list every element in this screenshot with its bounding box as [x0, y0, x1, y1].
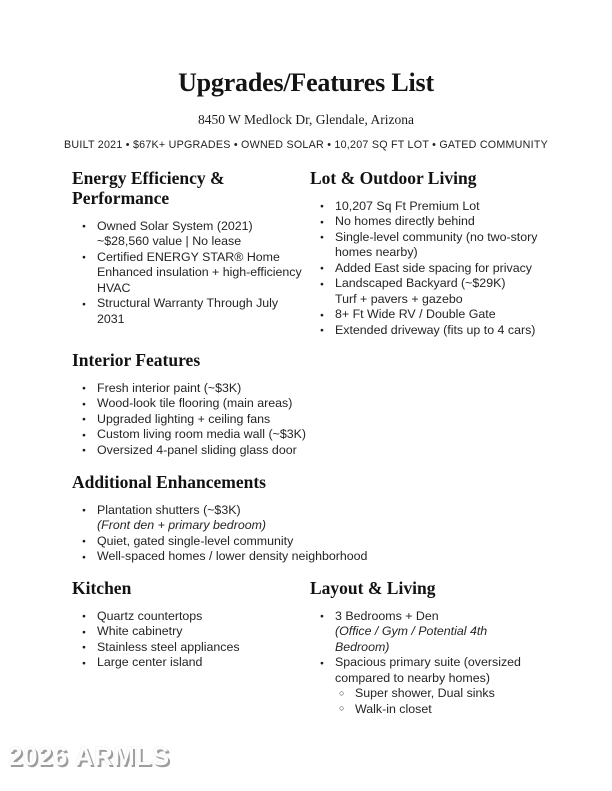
- list-item-line: ● White cabinetry: [97, 624, 183, 638]
- additional-feature-list: [72, 503, 452, 565]
- list-item-line: Turf + pavers + gazebo: [335, 291, 463, 306]
- list-item: [72, 640, 312, 656]
- list-item-line: Enhanced insulation + high-efficiency: [97, 265, 302, 279]
- kitchen-feature-list: [72, 609, 312, 671]
- list-item-line: ● Upgraded lighting + ceiling fans: [97, 411, 271, 426]
- list-item-line: ● 3 Bedrooms + Den: [335, 608, 439, 623]
- section-heading-lot: Lot & Outdoor Living: [310, 168, 477, 188]
- section-heading-kitchen: Kitchen: [72, 578, 132, 598]
- list-item-line: ● Extended driveway (fits up to 4 cars): [335, 322, 536, 337]
- list-item: [310, 261, 580, 277]
- list-item: [72, 443, 372, 459]
- list-item: [72, 624, 312, 640]
- list-item: [72, 396, 372, 412]
- property-address: 8450 W Medlock Dr, Glendale, Arizona: [197, 112, 415, 127]
- list-item-line: ● Added East side spacing for privacy: [335, 260, 532, 275]
- list-item-line: HVAC: [97, 280, 131, 295]
- list-item-line: ● Owned Solar System (2021): [97, 218, 253, 233]
- list-item-line: ● Single-level community (no two-story: [335, 229, 538, 244]
- list-item-line: ● Large center island: [97, 655, 203, 669]
- energy-feature-list: [72, 219, 322, 328]
- list-item: [310, 323, 580, 339]
- section-energy-efficiency: [72, 168, 322, 327]
- list-item-line: ● Quiet, gated single-level community: [97, 533, 294, 548]
- sub-feature-list: [335, 686, 590, 717]
- list-item: [72, 381, 372, 397]
- list-item: [72, 296, 322, 327]
- interior-feature-list: [72, 381, 372, 459]
- list-item: [72, 412, 372, 428]
- list-item-line: ● 8+ Ft Wide RV / Double Gate: [335, 307, 496, 321]
- list-item: [310, 609, 590, 656]
- list-item-line: ● Spacious primary suite (oversized: [335, 655, 521, 669]
- list-item-line: ● Quartz countertops: [97, 608, 203, 623]
- list-item: [72, 534, 452, 550]
- section-interior-features: [72, 350, 372, 458]
- list-item-line: ~$28,560 value | No lease: [97, 234, 242, 248]
- section-heading-layout: Layout & Living: [310, 578, 436, 598]
- list-item: [72, 655, 312, 671]
- list-item: [310, 307, 580, 323]
- section-layout-living: [310, 578, 590, 717]
- list-item: [72, 609, 312, 625]
- section-additional-enhancements: [72, 472, 452, 565]
- list-item: [72, 549, 452, 565]
- section-heading-energy: Energy Efficiency & Performance: [72, 168, 225, 208]
- list-item: [72, 503, 452, 534]
- sub-list-item-line: ○ Walk-in closet: [355, 701, 432, 716]
- section-heading-additional: Additional Enhancements: [72, 472, 266, 492]
- list-item-line: ● Landscaped Backyard (~$29K): [335, 276, 506, 290]
- list-item: [72, 250, 322, 297]
- list-item: [310, 214, 580, 230]
- section-lot-outdoor: [310, 168, 580, 338]
- list-item-line: homes nearby): [335, 245, 418, 259]
- list-item-line: ● No homes directly behind: [335, 214, 475, 228]
- page-title: Upgrades/Features List: [178, 68, 434, 97]
- lot-feature-list: [310, 199, 580, 339]
- list-item: [310, 655, 590, 717]
- list-item-line: ● Wood-look tile flooring (main areas): [97, 396, 293, 410]
- list-item-line: ● 10,207 Sq Ft Premium Lot: [335, 198, 480, 213]
- list-item-line: ● Certified ENERGY STAR® Home: [97, 249, 280, 264]
- list-item: [310, 276, 580, 307]
- list-item-line: ● Stainless steel appliances: [97, 639, 240, 654]
- list-item: [310, 199, 580, 215]
- list-item: [72, 427, 372, 443]
- section-heading-interior: Interior Features: [72, 350, 201, 370]
- list-item-line: ● Plantation shutters (~$3K): [97, 502, 241, 517]
- list-item-line: ● Oversized 4-panel sliding glass door: [97, 442, 297, 457]
- list-item-line: (Front den + primary bedroom): [97, 518, 267, 532]
- list-item-line: Bedroom): [335, 639, 390, 654]
- list-item-line: compared to nearby homes): [335, 670, 490, 685]
- sub-list-item: [335, 686, 590, 702]
- list-item-line: ● Custom living room media wall (~$3K): [97, 427, 306, 441]
- property-summary-line: BUILT 2021 • $67K+ UPGRADES • OWNED SOLAR • 10,207 SQ FT LOT • GATED COMMUNITY: [64, 139, 548, 151]
- list-item-line: ● Well-spaced homes / lower density neighborhood: [97, 549, 368, 563]
- sub-list-item: [335, 702, 590, 718]
- list-item-line: ● Structural Warranty Through July: [97, 296, 279, 310]
- sub-list-item-line: ○ Super shower, Dual sinks: [355, 686, 495, 700]
- list-item: [72, 219, 322, 250]
- layout-feature-list: [310, 609, 590, 718]
- list-item-line: ● Fresh interior paint (~$3K): [97, 380, 242, 395]
- list-item: [310, 230, 580, 261]
- armls-watermark: 2026 ARMLS: [8, 741, 170, 771]
- list-item-line: (Office / Gym / Potential 4th: [335, 624, 488, 638]
- section-kitchen: [72, 578, 312, 671]
- list-item-line: 2031: [97, 311, 125, 326]
